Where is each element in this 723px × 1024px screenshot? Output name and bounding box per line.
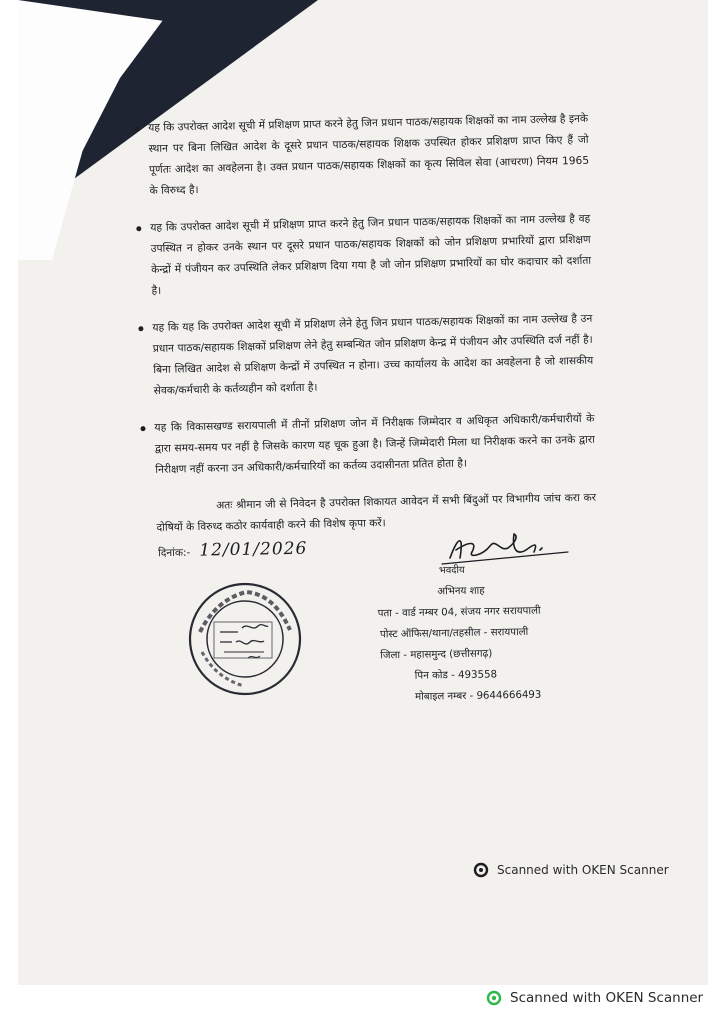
sender-pincode: पिन कोड - 493558 — [414, 669, 498, 682]
scanner-watermark-outer: Scanned with OKEN Scanner — [486, 990, 703, 1006]
scanner-logo-icon — [486, 990, 502, 1006]
sender-address: पता - वार्ड नम्बर 04, संजय नगर सरायपाली — [377, 605, 541, 620]
sender-name: अभिनय शाह — [437, 585, 485, 598]
paragraph-1: यह कि उपरोक्त आदेश सूची में प्रशिक्षण प्राप्त करने हेतु जिन प्रधान पाठक/सहायक शिक्षकों का नाम उल्लेख है इनके स्थान पर बिना लिखित आदेश के दूसरे प्रधान पाठक/सहायक शिक्षक उपस्थित होकर प्रशिक्षण प्राप्त किए हैं जो पूर्णतः आदेश का अवहेलना है। उक्त प्रधान पाठक/सहायक शिक्षकों का कृत्य सिविल सेवा (आचरण) नियम 1965 के विरुध्द है। — [148, 109, 590, 202]
date-line — [158, 539, 308, 562]
sender-block — [377, 559, 543, 709]
paragraph-2: यह कि उपरोक्त आदेश सूची में प्रशिक्षण प्राप्त करने हेतु जिन प्रधान पाठक/सहायक शिक्षकों का नाम उल्लेख है वह उपस्थित न होकर उनके स्थान पर दूसरे प्रधान पाठक/सहायक शिक्षकों को जोन प्रशिक्षण प्रभारियों द्वारा प्रशिक्षण केन्द्रों में पंजीयन कर उपस्थिति लेकर प्रशिक्षण दिया गया है जो जोन प्रशिक्षण प्रभारियों का घोर कदाचार को दर्शाता है। — [150, 209, 592, 302]
scanner-watermark-inner: Scanned with OKEN Scanner — [473, 862, 669, 878]
closing-salutation: भवदीय — [438, 564, 465, 577]
letter-body — [148, 109, 597, 539]
sender-mobile: मोबाइल नम्बर - 9644666493 — [415, 689, 542, 703]
paragraph-4: यह कि विकासखण्ड सरायपाली में तीनों प्रशिक्षण जोन में निरीक्षक जिम्मेदार व अधिकृत अधिकारी/कर्मचारीयों के द्वारा समय-समय पर नहीं है जिसके कारण यह चूक हुआ है। जिन्हें जिम्मेदारी मिला था निरीक्षक करने का उनके द्वारा निरीक्षण नहीं करना उन अधिकारी/कर्मचारियों का कर्तव्य उदासीनता प्रतित होता है। — [154, 409, 595, 481]
date-label: दिनांक:- — [157, 546, 191, 560]
bullet-icon — [140, 426, 145, 431]
bullet-icon — [136, 226, 141, 231]
sender-post: पोस्ट ऑफिस/थाना/तहसील - सरायपाली — [379, 626, 529, 641]
scanned-page — [18, 0, 708, 985]
request-paragraph: अतः श्रीमान जी से निवेदन है उपरोक्त शिकायत आवेदन में सभी बिंदुओं पर विभागीय जांच करा कर दोषियों के विरुध्द कठोर कार्यवाही करने की विशेष कृपा करें। — [156, 491, 597, 534]
office-receipt-stamp — [186, 580, 304, 698]
paragraph-3: यह कि यह कि उपरोक्त आदेश सूची में प्रशिक्षण लेने हेतु जिन प्रधान पाठक/सहायक शिक्षकों का नाम उल्लेख है उन प्रधान पाठक/सहायक शिक्षकों प्रशिक्षण लेने हेतु सम्बन्धित जोन प्रशिक्षण केन्द्र में पंजीयन और उपस्थिति दर्ज नहीं है। बिना लिखित आदेश से प्रशिक्षण केन्द्रों में उपस्थित न होना। उच्च कार्यालय के आदेश का अवहेलना है जो शासकीय सेवक/कर्मचारी के कर्तव्यहीन को दर्शाता है। — [152, 309, 594, 402]
bullet-icon — [134, 126, 139, 131]
scanner-logo-icon — [473, 862, 489, 878]
bullet-icon — [138, 326, 143, 331]
sender-district: जिला - महासमुन्द (छत्तीसगढ़) — [380, 648, 493, 662]
date-value: 12/01/2026 — [199, 538, 308, 561]
